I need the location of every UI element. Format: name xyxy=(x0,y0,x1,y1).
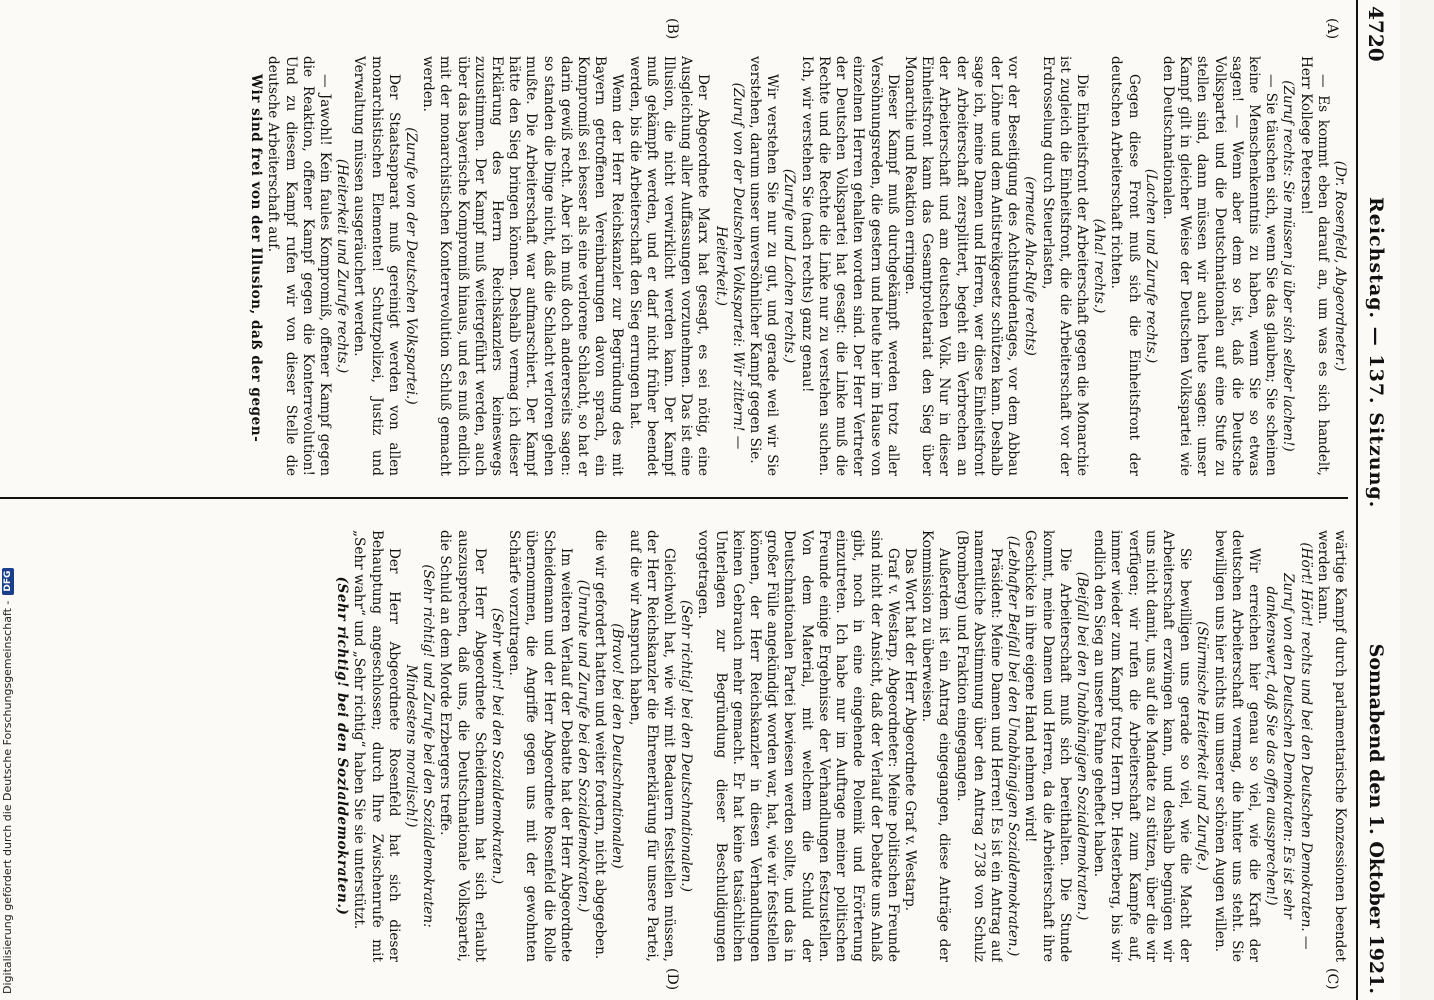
paragraph: Wir erreichen hier genau so viel, wie die Kraft der deutschen Arbeiterschaft vermag, die hinter uns steht. Sie bewilligen uns hier nichts um unserer schönen Augen willen. xyxy=(1211,530,1262,962)
paragraph: Wir verstehen Sie nur zu gut, und gerade weil wir Sie verstehen, darum unser unversöhnlicher Kampf gegen Sie. xyxy=(747,56,781,476)
interjection: (Stürmische Heiterkeit und Zurufe.) xyxy=(1194,621,1211,871)
right-column xyxy=(0,530,1348,962)
column-divider xyxy=(0,497,1348,499)
interjection: (Zuruf von der Deutschen Volkspartei: Wir zittern! — Heiterkeit.) xyxy=(712,82,746,450)
paragraph: Die Einheitsfront der Arbeiterschaft gegen die Monarchie ist zugleich die Einheitsfront, die die Arbeiterschaft vor der Erdrosselung durch Steuerlasten, xyxy=(1039,56,1090,476)
paragraph: Gegen diese Front muß sich die Einheitsfront der deutschen Arbeiterschaft richten. xyxy=(1108,56,1142,476)
interjection: (Sehr richtig! bei den Sozialdemokraten.) xyxy=(334,576,351,916)
margin-mark-a: (A) xyxy=(1324,18,1340,40)
paragraph: — Sie täuschen sich, wenn Sie das glauben; Sie scheinen keine Menschenkenntnis zu haben, wenn Sie so etwas sagen! — Wenn aber dem so ist, daß die Deutsche Volkspartei und die Deutschnationalen auf eine Stufe zu stellen sind, dann müssen wir auch heute sagen: unser Kampf gilt in gleicher Weise der Deutschen Volkspartei wie den Deutschnationalen. xyxy=(1159,56,1280,476)
credit-text: Digitalisierung gefördert durch die Deutsche Forschungsgemeinschaft - xyxy=(1,600,14,994)
margin-mark-c: (C) xyxy=(1324,968,1340,990)
page-number: 4720 xyxy=(1364,6,1388,62)
interjection: (Sehr richtig! und Zurufe bei den Sozialdemokraten: Mindestens moralisch!) xyxy=(403,564,437,928)
page-header xyxy=(1356,0,1394,1000)
interjection: (Aha! rechts.) xyxy=(1091,218,1108,314)
paragraph: Außerdem ist ein Antrag eingegangen, diese Anträge der Kommission zu überweisen. xyxy=(919,530,953,962)
paragraph: — Es kommt eben darauf an, um was es sich handelt, Herr Kollege Petersen! xyxy=(1297,56,1331,476)
interjection: (Lebhafter Beifall bei den Unabhängigen Sozialdemokraten.) xyxy=(1005,535,1022,957)
interjection: (Beifall bei den Unabhängigen Sozialdemokraten.) xyxy=(1073,571,1090,921)
paragraph: wärtige Kampf durch parlamentarische Konzessionen beendet werden kann. xyxy=(1314,530,1348,962)
paragraph: Wenn der Herr Reichskanzler zur Begründung des mit Bayern getroffenen Vereinbarungen davon sprach, ein Kompromiß sei besser als eine verlorene Schlacht, so hat er darin gewiß recht. Aber ich muß doch andererseits sagen: so standen die Dinge nicht, daß die Schlacht verloren gehen mußte. Die Arbeiterschaft war aufmarschiert. Der Kampf hätte den Sieg bringen können. Deshalb vermag ich dieser Erklärung des Herrn Reichskanzlers keineswegs zuzustimmen. Der Kampf muß weitergeführt werden, auch über das bayerische Kompromiß hinaus, und es muß endlich mit der monarchistischen Konterrevolution Schluß gemacht werden. xyxy=(420,56,626,476)
paragraph: Graf v. Westarp, Abgeordneter: Meine politischen Freunde sind nicht der Ansicht, daß der Verlauf der Debatte uns Anlaß gibt, noch in eine eingehende Polemik und Erörterung einzutreten. Ich habe nur im Auftrage meiner politischen Freunde einige Ergebnisse der Verhandlungen festzustellen. Von dem Material, mit welchem die Schuld der Deutschnationalen Partei bewiesen werden sollte, und das in großer Fülle angekündigt worden war, hat, wie wir feststellen können, der Herr Reichskanzler in diesen Verhandlungen keinen Gebrauch mehr gemacht. Er hat keine tatsächlichen Unterlagen zur Begründung dieser Beschuldigungen vorgetragen. xyxy=(695,530,901,962)
interjection: (Heiterkeit und Zurufe rechts.) xyxy=(334,158,351,374)
margin-mark-b: (B) xyxy=(664,18,680,40)
session-date: Sonnabend den 1. Oktober 1921. xyxy=(1365,643,1387,994)
paragraph: — Jawohl! Kein faules Kompromiß, offener Kampf gegen die Reaktion, offener Kampf gegen die Konterrevolution! Und zu diesem Kampf rufen wir von dieser Stelle die deutsche Arbeiterschaft auf. xyxy=(265,56,334,476)
interjection: (Unruhe und Zurufe bei den Sozialdemokraten.) xyxy=(575,579,592,913)
paragraph: Im weiteren Verlauf der Debatte hat der Herr Abgeordnete Scheidemann und der Herr Abgeordnete Rosenfeld die Rolle übernommen, die Angriffe gegen uns mit der gewohnten Schärfe vorzutragen. xyxy=(506,530,574,962)
speaker-note: (Dr. Rosenfeld, Abgeordneter.) xyxy=(1332,160,1348,372)
left-column xyxy=(0,56,1348,476)
paragraph: die wir gefordert hatten und weiter fordern, nicht abgegeben. xyxy=(592,530,609,960)
interjection: (erneute Aha-Rufe rechts) xyxy=(1022,176,1039,356)
paragraph: Der Herr Abgeordnete Scheidemann hat sich erlaubt auszusprechen, daß uns, die Deutschnationale Volkspartei, die Schuld an dem Morde Erzbergers treffe. xyxy=(437,530,488,962)
interjection: (Zuruf rechts: Sie müssen ja über sich selber lachen!) xyxy=(1280,80,1297,452)
paragraph: Der Staatsapparat muß gereinigt werden von allen monarchistischen Elementen! Schutzpolizei, Justiz und Verwaltung müssen ausgeräuchert werden. xyxy=(351,56,402,476)
paragraph: Der Herr Abgeordnete Rosenfeld hat sich dieser Behauptung angeschlossen; durch Ihre Zwischenrufe mit „Sehr wahr“ und „Sehr richtig“ haben Sie sie unterstützt. xyxy=(351,530,402,962)
paragraph: Dieser Kampf muß durchgekämpft werden trotz aller Versöhnungsreden, die gestern und heute hier im Hause von einzelnen Herren gehalten worden sind. Der Herr Vertreter der Deutschen Volkspartei hat gesagt: die Linke muß die Rechte und die Rechte die Linke nur zu verstehen suchen. Ich, wir verstehen Sie (nach rechts) ganz genau! xyxy=(798,56,901,476)
page-title: Reichstag. — 137. Sitzung. xyxy=(1365,197,1387,509)
interjection: (Lachen und Zurufe rechts.) xyxy=(1142,168,1159,364)
dfg-logo-icon: DFG xyxy=(2,568,14,595)
interjection: (Zurufe von der Deutschen Volkspartei.) xyxy=(403,127,420,405)
paragraph: Der Abgeordnete Marx hat gesagt, es sei nötig, eine Ausgleichung aller Auffassungen vorzunehmen. Das ist eine Illusion, die nicht verwirklicht werden kann. Der Kampf muß gekämpft werden, und er darf nicht früher beendet werden, bis die Arbeiterschaft den Sieg errungen hat. xyxy=(626,56,712,476)
paragraph: Gleichwohl hat, wie wir mit Bedauern feststellen müssen, der Herr Reichskanzler die Ehrenerklärung für unsere Partei, auf die wir Anspruch haben, xyxy=(626,530,678,962)
paragraph-emphasis: Wir sind frei von der Illusion, daß der gegen- xyxy=(248,74,265,443)
interjection: (Zurufe und Lachen rechts.) xyxy=(781,168,798,364)
paragraph: vor der Beseitigung des Achtstundentages, vor dem Abbau der Löhne und dem Antistreikgesetz schützen kann. Deshalb sage ich, meine Damen und Herren, wer diese Einheitsfront der Arbeiterschaft zersplittert, begeht ein Verbrechen an der Arbeiterschaft und am deutschen Volk. Nur in dieser Einheitsfront kann das Gesamtproletariat den Sieg über Monarchie und Reaktion erringen. xyxy=(901,56,1022,476)
paragraph: Sie bewilligen uns gerade so viel, wie die Macht der Arbeiterschaft erzwingen kann, und deshalb begnügen wir uns nicht damit, uns auf die Mandate zu stützen, über die wir verfügen; wir rufen die Arbeiterschaft zum Kampfe auf, immer wieder zum Kampf trotz Herrn Dr. Hesterberg, bis wir endlich den Sieg an unsere Fahne geheftet haben. xyxy=(1091,530,1194,962)
digitization-credit xyxy=(1,568,14,994)
interjection: (Hört! Hört! rechts und bei den Deutschen Demokraten. — Zuruf von den Deutschen Demokraten: Es ist sehr dankenswert, daß Sie das offen aussprechen!) xyxy=(1263,542,1314,950)
interjection: (Sehr richtig! bei den Deutschnationalen.) xyxy=(678,600,695,892)
paragraph: Das Wort hat der Herr Abgeordnete Graf v. Westarp. xyxy=(901,548,918,912)
margin-mark-d: (D) xyxy=(664,968,680,991)
paragraph: Präsident: Meine Damen und Herren! Es ist ein Antrag auf namentliche Abstimmung über den Antrag 2738 von Schulz (Bromberg) und Fraktion eingegangen. xyxy=(953,530,1004,962)
paragraph: Die Arbeiterschaft muß sich bereithalten. Die Stunde kommt, meine Damen und Herren, da die Arbeiterschaft ihre Geschicke in ihre eigene Hand nehmen wird! xyxy=(1022,530,1073,962)
interjection: (Sehr wahr! bei den Sozialdemokraten.) xyxy=(489,607,506,885)
interjection: (Bravo! bei den Deutschnationalen) xyxy=(609,623,626,869)
